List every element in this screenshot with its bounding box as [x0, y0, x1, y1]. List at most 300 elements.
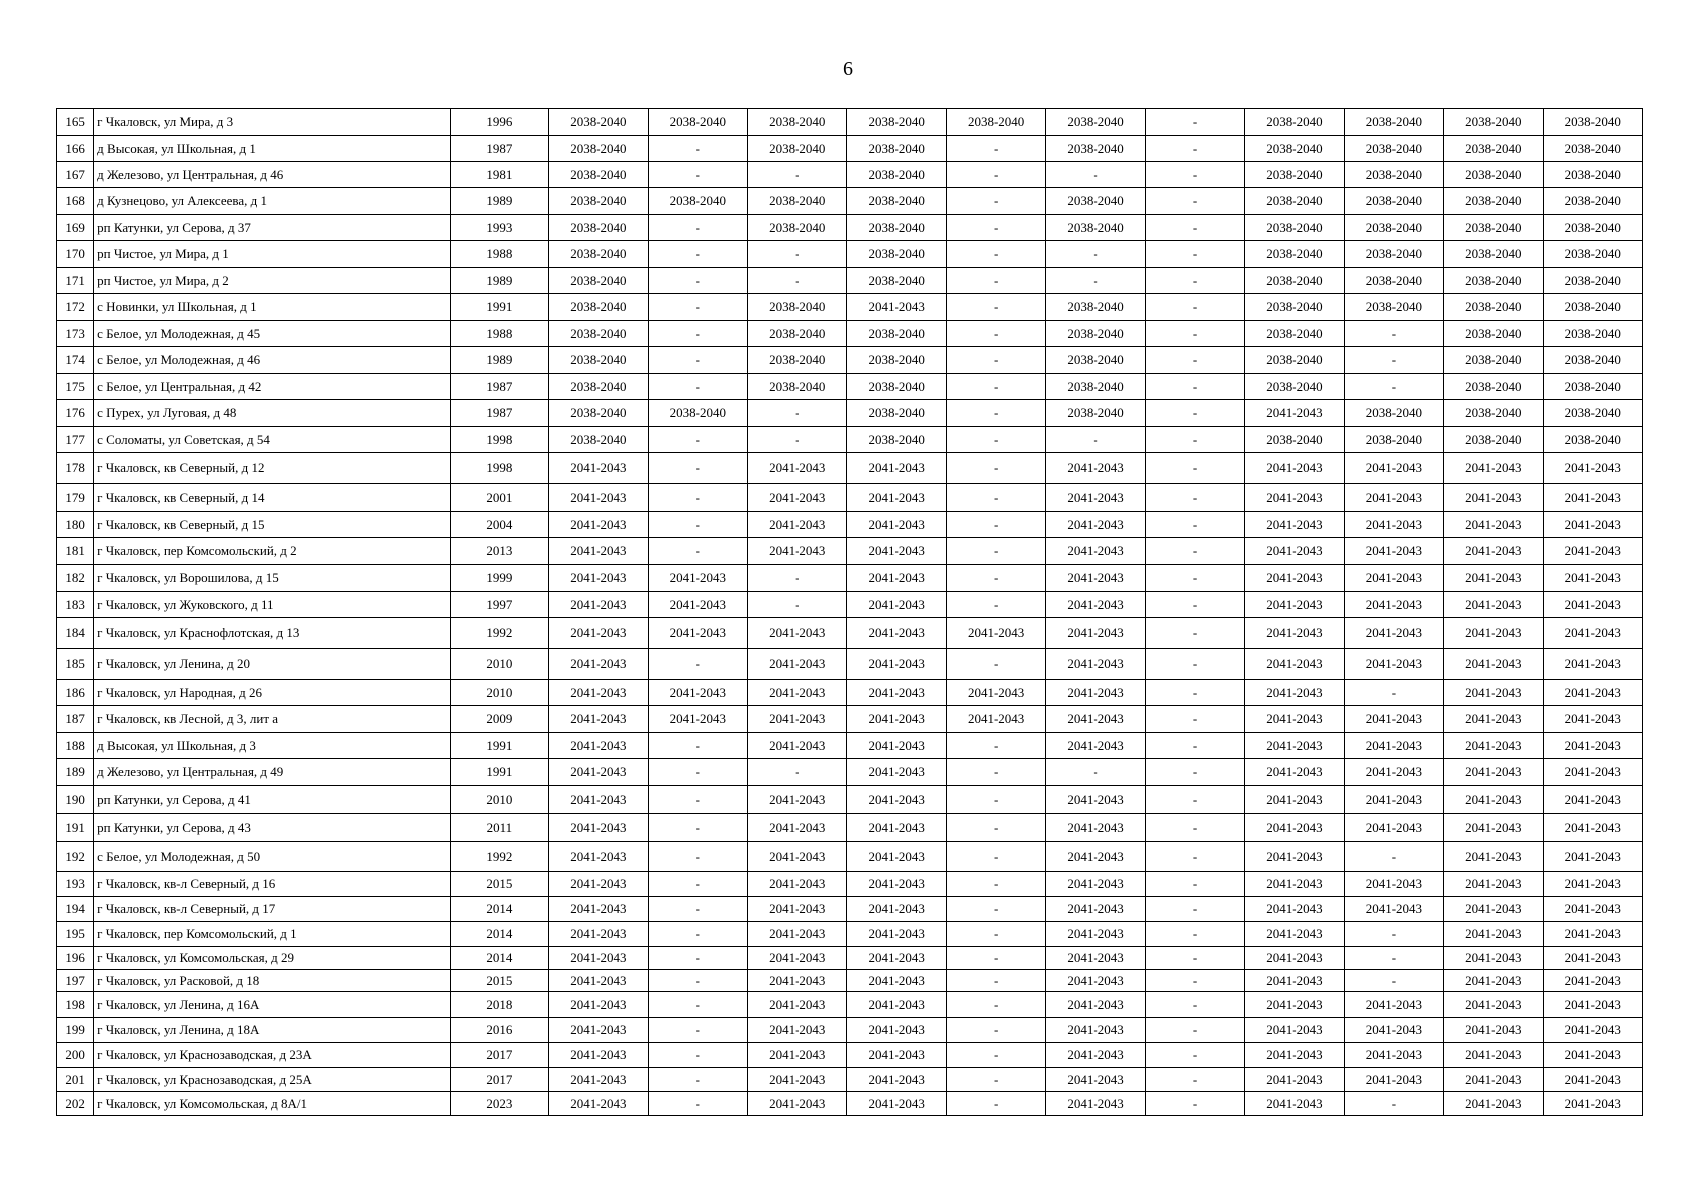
repair-period-cell: - [1344, 321, 1443, 347]
repair-period-cell: 2041-2043 [847, 759, 946, 786]
repair-period-cell: - [946, 814, 1045, 842]
table-row [57, 109, 1643, 136]
row-number-cell: 188 [57, 733, 94, 759]
repair-period-cell: 2041-2043 [1543, 512, 1642, 538]
repair-period-cell: 2038-2040 [847, 188, 946, 215]
repair-period-cell: 2041-2043 [1344, 512, 1443, 538]
repair-period-cell: - [1145, 268, 1244, 294]
year-built-cell: 2011 [450, 814, 548, 842]
table-row [57, 680, 1643, 706]
repair-period-cell: 2041-2043 [1444, 786, 1543, 814]
repair-period-cell: 2041-2043 [1245, 872, 1344, 897]
repair-period-cell: - [946, 842, 1045, 872]
year-built-cell: 1991 [450, 733, 548, 759]
row-number-cell: 170 [57, 241, 94, 268]
table-row [57, 241, 1643, 268]
repair-period-cell: 2038-2040 [549, 347, 648, 374]
repair-period-cell: 2041-2043 [549, 538, 648, 565]
repair-period-cell: 2041-2043 [1046, 814, 1145, 842]
table-row [57, 706, 1643, 733]
address-cell: г Чкаловск, ул Комсомольская, д 8А/1 [94, 1092, 451, 1116]
repair-period-cell: 2041-2043 [847, 649, 946, 680]
repair-period-cell: 2038-2040 [1344, 162, 1443, 188]
address-cell: г Чкаловск, ул Краснозаводская, д 23А [94, 1043, 451, 1068]
repair-period-cell: 2041-2043 [1245, 733, 1344, 759]
repair-period-cell: 2041-2043 [549, 947, 648, 970]
repair-period-cell: 2038-2040 [1245, 347, 1344, 374]
repair-period-cell: - [1145, 706, 1244, 733]
year-built-cell: 1999 [450, 565, 548, 592]
repair-period-cell: 2041-2043 [549, 733, 648, 759]
repair-period-cell: 2041-2043 [1344, 897, 1443, 922]
repair-period-cell: 2041-2043 [1245, 649, 1344, 680]
repair-period-cell: - [1046, 162, 1145, 188]
repair-period-cell: - [1046, 759, 1145, 786]
row-number-cell: 171 [57, 268, 94, 294]
repair-period-cell: - [946, 400, 1045, 427]
repair-period-cell: 2038-2040 [1543, 427, 1642, 453]
repair-period-cell: 2041-2043 [1543, 786, 1642, 814]
address-cell: рп Чистое, ул Мира, д 1 [94, 241, 451, 268]
repair-period-cell: 2041-2043 [748, 872, 847, 897]
table-row [57, 215, 1643, 241]
table-row [57, 453, 1643, 484]
repair-period-cell: 2041-2043 [1245, 618, 1344, 649]
repair-period-cell: 2041-2043 [847, 1043, 946, 1068]
row-number-cell: 195 [57, 922, 94, 947]
repair-period-cell: 2041-2043 [549, 1068, 648, 1092]
row-number-cell: 201 [57, 1068, 94, 1092]
year-built-cell: 1997 [450, 592, 548, 618]
repair-period-cell: 2038-2040 [648, 400, 747, 427]
repair-period-cell: - [946, 922, 1045, 947]
repair-period-cell: 2041-2043 [1046, 565, 1145, 592]
repair-period-cell: - [1145, 733, 1244, 759]
row-number-cell: 169 [57, 215, 94, 241]
repair-period-cell: 2041-2043 [549, 1018, 648, 1043]
address-cell: г Чкаловск, ул Ленина, д 18А [94, 1018, 451, 1043]
repair-period-cell: 2041-2043 [648, 592, 747, 618]
repair-period-cell: - [1344, 374, 1443, 400]
repair-period-cell: - [946, 374, 1045, 400]
year-built-cell: 2015 [450, 970, 548, 992]
repair-period-cell: - [1145, 970, 1244, 992]
repair-period-cell: 2038-2040 [549, 215, 648, 241]
repair-period-cell: 2041-2043 [1444, 970, 1543, 992]
repair-period-cell: - [1145, 109, 1244, 136]
repair-period-cell: 2041-2043 [1245, 538, 1344, 565]
repair-period-cell: - [1344, 347, 1443, 374]
repair-period-cell: 2041-2043 [1046, 992, 1145, 1018]
repair-period-cell: 2041-2043 [549, 814, 648, 842]
repair-period-cell: 2041-2043 [1245, 400, 1344, 427]
repair-period-cell: 2041-2043 [1245, 759, 1344, 786]
row-number-cell: 168 [57, 188, 94, 215]
repair-period-cell: 2041-2043 [1444, 842, 1543, 872]
repair-period-cell: 2038-2040 [1543, 215, 1642, 241]
repair-period-cell: 2041-2043 [1344, 1068, 1443, 1092]
repair-period-cell: 2038-2040 [1543, 347, 1642, 374]
row-number-cell: 174 [57, 347, 94, 374]
repair-period-cell: - [648, 922, 747, 947]
repair-period-cell: 2041-2043 [549, 618, 648, 649]
repair-period-cell: 2041-2043 [748, 618, 847, 649]
table-row [57, 268, 1643, 294]
table-row [57, 1092, 1643, 1116]
repair-period-cell: - [946, 1018, 1045, 1043]
repair-period-cell: - [1145, 347, 1244, 374]
repair-period-cell: - [1145, 1018, 1244, 1043]
address-cell: г Чкаловск, пер Комсомольский, д 2 [94, 538, 451, 565]
repair-period-cell: 2041-2043 [1344, 592, 1443, 618]
repair-period-cell: 2038-2040 [847, 136, 946, 162]
repair-period-cell: 2038-2040 [1344, 268, 1443, 294]
repair-period-cell: 2041-2043 [847, 512, 946, 538]
repair-period-cell: 2041-2043 [1444, 538, 1543, 565]
repair-period-cell: 2041-2043 [1543, 733, 1642, 759]
repair-period-cell: 2041-2043 [1344, 538, 1443, 565]
repair-period-cell: 2038-2040 [1046, 400, 1145, 427]
year-built-cell: 1989 [450, 347, 548, 374]
year-built-cell: 1991 [450, 294, 548, 321]
repair-period-cell: - [946, 512, 1045, 538]
row-number-cell: 182 [57, 565, 94, 592]
repair-period-cell: - [1145, 136, 1244, 162]
repair-period-cell: - [946, 215, 1045, 241]
repair-period-cell: - [1145, 512, 1244, 538]
repair-period-cell: 2041-2043 [1245, 970, 1344, 992]
repair-period-cell: 2041-2043 [847, 842, 946, 872]
address-cell: г Чкаловск, кв Лесной, д 3, лит а [94, 706, 451, 733]
year-built-cell: 2017 [450, 1043, 548, 1068]
repair-period-cell: 2041-2043 [748, 1092, 847, 1116]
address-cell: г Чкаловск, ул Жуковского, д 11 [94, 592, 451, 618]
repair-period-cell: 2041-2043 [1046, 484, 1145, 512]
repair-period-cell: 2041-2043 [1344, 706, 1443, 733]
year-built-cell: 1996 [450, 109, 548, 136]
repair-period-cell: 2038-2040 [549, 241, 648, 268]
repair-period-cell: 2038-2040 [549, 400, 648, 427]
repair-period-cell: 2038-2040 [1543, 241, 1642, 268]
repair-period-cell: 2041-2043 [748, 649, 847, 680]
repair-period-cell: 2041-2043 [549, 759, 648, 786]
table-row [57, 992, 1643, 1018]
repair-period-cell: - [946, 872, 1045, 897]
repair-period-cell: - [1145, 618, 1244, 649]
address-cell: с Белое, ул Молодежная, д 50 [94, 842, 451, 872]
repair-period-cell: 2041-2043 [549, 592, 648, 618]
repair-period-cell: 2038-2040 [1344, 136, 1443, 162]
year-built-cell: 1988 [450, 241, 548, 268]
repair-period-cell: 2041-2043 [1344, 1043, 1443, 1068]
repair-period-cell: 2041-2043 [1046, 947, 1145, 970]
repair-period-cell: 2038-2040 [1444, 400, 1543, 427]
row-number-cell: 175 [57, 374, 94, 400]
repair-period-cell: 2041-2043 [1543, 922, 1642, 947]
repair-period-cell: - [946, 136, 1045, 162]
row-number-cell: 180 [57, 512, 94, 538]
table-row [57, 136, 1643, 162]
repair-period-cell: - [648, 649, 747, 680]
repair-period-cell: 2041-2043 [1046, 1068, 1145, 1092]
repair-period-cell: 2041-2043 [1046, 680, 1145, 706]
year-built-cell: 1988 [450, 321, 548, 347]
repair-period-cell: 2041-2043 [1046, 872, 1145, 897]
repair-period-cell: 2041-2043 [1245, 706, 1344, 733]
repair-period-cell: 2038-2040 [748, 294, 847, 321]
repair-period-cell: 2041-2043 [748, 897, 847, 922]
table-row [57, 565, 1643, 592]
year-built-cell: 1992 [450, 842, 548, 872]
repair-period-cell: - [1046, 268, 1145, 294]
repair-period-cell: - [648, 786, 747, 814]
repair-period-cell: 2041-2043 [1046, 733, 1145, 759]
repair-period-cell: 2041-2043 [748, 842, 847, 872]
repair-period-cell: 2041-2043 [1444, 1018, 1543, 1043]
repair-period-cell: 2041-2043 [847, 897, 946, 922]
repair-period-cell: 2041-2043 [748, 733, 847, 759]
repair-period-cell: 2038-2040 [1245, 162, 1344, 188]
repair-period-cell: 2041-2043 [1344, 872, 1443, 897]
row-number-cell: 167 [57, 162, 94, 188]
repair-period-cell: 2041-2043 [1543, 842, 1642, 872]
table-row [57, 484, 1643, 512]
row-number-cell: 202 [57, 1092, 94, 1116]
row-number-cell: 192 [57, 842, 94, 872]
repair-period-cell: - [648, 268, 747, 294]
repair-period-cell: 2041-2043 [847, 453, 946, 484]
repair-period-cell: - [946, 268, 1045, 294]
repair-period-cell: 2038-2040 [847, 347, 946, 374]
repair-period-cell: 2041-2043 [1245, 814, 1344, 842]
repair-period-cell: - [1046, 241, 1145, 268]
repair-period-cell: - [748, 241, 847, 268]
repair-period-cell: 2041-2043 [1543, 1068, 1642, 1092]
address-cell: г Чкаловск, ул Краснофлотская, д 13 [94, 618, 451, 649]
table-row [57, 347, 1643, 374]
repair-period-cell: - [946, 786, 1045, 814]
address-cell: д Железово, ул Центральная, д 49 [94, 759, 451, 786]
repair-period-cell: - [648, 215, 747, 241]
row-number-cell: 190 [57, 786, 94, 814]
repair-period-cell: 2041-2043 [1245, 922, 1344, 947]
table-row [57, 786, 1643, 814]
repair-period-cell: 2041-2043 [648, 706, 747, 733]
repair-period-cell: 2041-2043 [847, 1068, 946, 1092]
address-cell: г Чкаловск, ул Ленина, д 16А [94, 992, 451, 1018]
repair-period-cell: - [946, 347, 1045, 374]
repair-period-cell: - [1145, 897, 1244, 922]
repair-period-cell: 2041-2043 [549, 453, 648, 484]
repair-period-cell: - [648, 162, 747, 188]
repair-period-cell: 2041-2043 [1543, 649, 1642, 680]
repair-period-cell: - [1344, 970, 1443, 992]
repair-period-cell: 2041-2043 [1245, 1068, 1344, 1092]
repair-period-cell: 2041-2043 [748, 1018, 847, 1043]
address-cell: г Чкаловск, ул Ворошилова, д 15 [94, 565, 451, 592]
repair-period-cell: 2041-2043 [847, 565, 946, 592]
repair-period-cell: 2038-2040 [748, 136, 847, 162]
repair-period-cell: 2041-2043 [748, 538, 847, 565]
year-built-cell: 2013 [450, 538, 548, 565]
repair-period-cell: 2038-2040 [549, 136, 648, 162]
repair-period-cell: - [1145, 872, 1244, 897]
repair-period-cell: 2041-2043 [1543, 484, 1642, 512]
repair-period-cell: - [1145, 759, 1244, 786]
repair-period-cell: 2041-2043 [1245, 897, 1344, 922]
repair-period-cell: 2041-2043 [1444, 512, 1543, 538]
repair-period-cell: - [1145, 1068, 1244, 1092]
repair-period-cell: 2038-2040 [1245, 136, 1344, 162]
repair-period-cell: - [648, 347, 747, 374]
repair-period-cell: 2041-2043 [549, 512, 648, 538]
repair-period-cell: - [648, 241, 747, 268]
repair-period-cell: 2041-2043 [1245, 453, 1344, 484]
repair-period-cell: 2041-2043 [847, 733, 946, 759]
repair-period-cell: - [648, 136, 747, 162]
row-number-cell: 196 [57, 947, 94, 970]
repair-period-cell: - [1344, 1092, 1443, 1116]
repair-period-cell: 2041-2043 [1344, 1018, 1443, 1043]
repair-period-cell: - [748, 759, 847, 786]
year-built-cell: 2014 [450, 922, 548, 947]
repair-period-cell: 2041-2043 [1245, 565, 1344, 592]
repair-period-cell: - [648, 1018, 747, 1043]
table-row [57, 922, 1643, 947]
row-number-cell: 178 [57, 453, 94, 484]
repair-period-cell: - [1344, 842, 1443, 872]
address-cell: с Соломаты, ул Советская, д 54 [94, 427, 451, 453]
repair-period-cell: 2038-2040 [847, 268, 946, 294]
repair-period-cell: 2041-2043 [1344, 814, 1443, 842]
address-cell: с Пурех, ул Луговая, д 48 [94, 400, 451, 427]
address-cell: г Чкаловск, пер Комсомольский, д 1 [94, 922, 451, 947]
repair-period-cell: 2041-2043 [1444, 592, 1543, 618]
repair-period-cell: 2038-2040 [648, 188, 747, 215]
repair-period-cell: 2038-2040 [1344, 241, 1443, 268]
repair-period-cell: 2038-2040 [1543, 109, 1642, 136]
repair-period-cell: 2041-2043 [847, 484, 946, 512]
repair-period-cell: 2041-2043 [1245, 947, 1344, 970]
address-cell: д Железово, ул Центральная, д 46 [94, 162, 451, 188]
repair-period-cell: 2041-2043 [1245, 992, 1344, 1018]
repair-period-cell: - [946, 1092, 1045, 1116]
row-number-cell: 194 [57, 897, 94, 922]
repair-period-cell: 2038-2040 [847, 400, 946, 427]
repair-period-cell: 2038-2040 [1444, 268, 1543, 294]
repair-period-cell: 2041-2043 [549, 842, 648, 872]
year-built-cell: 1992 [450, 618, 548, 649]
repair-period-cell: - [1145, 842, 1244, 872]
repair-period-cell: - [1145, 241, 1244, 268]
repair-period-cell: 2038-2040 [1344, 400, 1443, 427]
repair-period-cell: 2041-2043 [748, 1068, 847, 1092]
year-built-cell: 1987 [450, 374, 548, 400]
repair-period-cell: 2038-2040 [1245, 321, 1344, 347]
repair-period-cell: 2041-2043 [648, 565, 747, 592]
address-cell: рп Катунки, ул Серова, д 43 [94, 814, 451, 842]
repair-period-cell: - [648, 947, 747, 970]
address-cell: г Чкаловск, кв Северный, д 14 [94, 484, 451, 512]
repair-period-cell: 2041-2043 [1046, 1018, 1145, 1043]
year-built-cell: 1989 [450, 188, 548, 215]
repair-period-cell: - [1145, 188, 1244, 215]
repair-period-cell: 2041-2043 [549, 649, 648, 680]
year-built-cell: 2010 [450, 649, 548, 680]
table-row [57, 321, 1643, 347]
repair-period-cell: 2038-2040 [1543, 268, 1642, 294]
repair-period-cell: 2041-2043 [1046, 786, 1145, 814]
repair-period-cell: 2038-2040 [1444, 427, 1543, 453]
address-cell: с Белое, ул Молодежная, д 45 [94, 321, 451, 347]
repair-period-cell: 2041-2043 [847, 922, 946, 947]
repair-period-cell: 2041-2043 [549, 680, 648, 706]
address-cell: д Высокая, ул Школьная, д 3 [94, 733, 451, 759]
row-number-cell: 198 [57, 992, 94, 1018]
repair-period-cell: 2041-2043 [1046, 970, 1145, 992]
repair-period-cell: 2041-2043 [847, 680, 946, 706]
repair-period-cell: - [748, 565, 847, 592]
address-cell: г Чкаловск, кв Северный, д 12 [94, 453, 451, 484]
address-cell: г Чкаловск, кв-л Северный, д 16 [94, 872, 451, 897]
repair-period-cell: 2041-2043 [847, 947, 946, 970]
repair-period-cell: 2041-2043 [1543, 618, 1642, 649]
repair-period-cell: 2041-2043 [1444, 680, 1543, 706]
table-row [57, 947, 1643, 970]
repair-period-cell: 2041-2043 [1444, 947, 1543, 970]
repair-period-cell: 2041-2043 [1245, 484, 1344, 512]
repair-period-cell: 2041-2043 [1543, 592, 1642, 618]
repair-period-cell: 2038-2040 [549, 268, 648, 294]
repair-period-cell: 2041-2043 [1046, 1092, 1145, 1116]
address-cell: г Чкаловск, ул Мира, д 3 [94, 109, 451, 136]
repair-period-cell: 2041-2043 [1543, 453, 1642, 484]
repair-period-cell: 2038-2040 [1344, 215, 1443, 241]
year-built-cell: 2016 [450, 1018, 548, 1043]
repair-period-cell: - [748, 592, 847, 618]
row-number-cell: 166 [57, 136, 94, 162]
repair-period-cell: 2038-2040 [549, 162, 648, 188]
year-built-cell: 2001 [450, 484, 548, 512]
repair-period-cell: 2038-2040 [549, 427, 648, 453]
repair-period-cell: 2038-2040 [748, 188, 847, 215]
row-number-cell: 197 [57, 970, 94, 992]
table-row [57, 400, 1643, 427]
repair-period-cell: - [946, 188, 1045, 215]
repair-period-cell: 2041-2043 [549, 706, 648, 733]
repair-period-cell: 2041-2043 [1543, 872, 1642, 897]
repair-period-cell: 2038-2040 [1046, 136, 1145, 162]
repair-period-cell: 2038-2040 [1344, 294, 1443, 321]
repair-period-cell: - [946, 897, 1045, 922]
repair-period-cell: 2041-2043 [847, 1092, 946, 1116]
repair-period-cell: 2038-2040 [847, 321, 946, 347]
table-row [57, 538, 1643, 565]
repair-period-cell: 2038-2040 [549, 109, 648, 136]
repair-period-cell: - [946, 970, 1045, 992]
repair-period-cell: 2041-2043 [946, 680, 1045, 706]
repair-period-cell: - [1145, 215, 1244, 241]
repair-period-cell: - [1145, 565, 1244, 592]
table-row [57, 649, 1643, 680]
repair-period-cell: 2038-2040 [1245, 109, 1344, 136]
address-cell: рп Чистое, ул Мира, д 2 [94, 268, 451, 294]
repair-period-cell: 2038-2040 [1444, 188, 1543, 215]
repair-period-cell: 2041-2043 [1543, 1092, 1642, 1116]
repair-period-cell: 2041-2043 [549, 970, 648, 992]
repair-period-cell: 2041-2043 [1543, 970, 1642, 992]
year-built-cell: 2015 [450, 872, 548, 897]
